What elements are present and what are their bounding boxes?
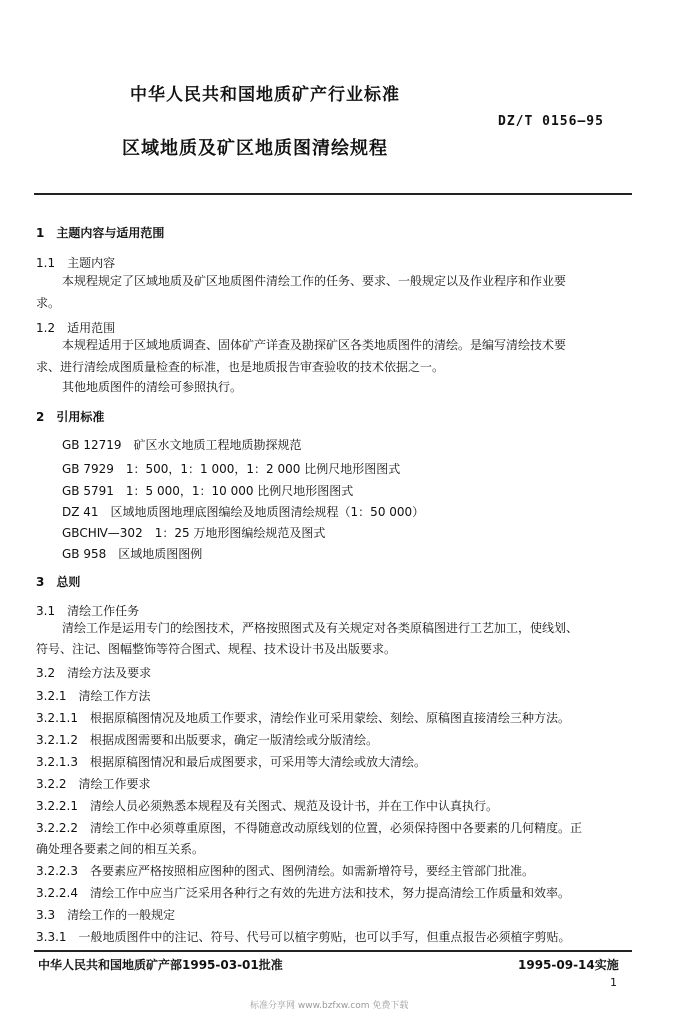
paragraph-3-2-1-1: 3.2.1.1 根据原稿图情况及地质工作要求，清绘作业可采用蒙绘、刻绘、原稿图直接清绘三种方法。	[36, 711, 570, 725]
reference-item: DZ 41 区域地质图地理底图编绘及地质图清绘规程（1：50 000）	[62, 505, 425, 519]
approval-line: 中华人民共和国地质矿产部1995-03-01批准	[38, 958, 283, 972]
standard-code: DZ/T 0156—95	[498, 114, 604, 129]
paragraph-3-3-1: 3.3.1 一般地质图件中的注记、符号、代号可以植字剪贴，也可以手写，但重点报告必须植字剪贴。	[36, 930, 571, 944]
reference-item: GBCHⅣ—302 1：25 万地形图编绘规范及图式	[62, 526, 326, 540]
header-divider	[34, 193, 632, 195]
paragraph-3-2-2-1: 3.2.2.1 清绘人员必须熟悉本规程及有关图式、规范及设计书，并在工作中认真执行。	[36, 799, 498, 813]
site-watermark: 标准分享网 www.bzfxw.com 免费下载	[250, 1001, 409, 1011]
section-3-2-heading: 3.2 清绘方法及要求	[36, 666, 152, 680]
section-1-2-heading: 1.2 适用范围	[36, 321, 116, 335]
paragraph-3-1-line-1: 清绘工作是运用专门的绘图技术，严格按照图式及有关规定对各类原稿图进行工艺加工，使线划、	[62, 621, 579, 635]
paragraph-3-2-1-2: 3.2.1.2 根据成图需要和出版要求，确定一版清绘或分版清绘。	[36, 733, 378, 747]
paragraph-3-2-1-3: 3.2.1.3 根据原稿图情况和最后成图要求，可采用等大清绘或放大清绘。	[36, 755, 426, 769]
reference-item: GB 7929 1：500，1：1 000，1：2 000 比例尺地形图图式	[62, 462, 401, 476]
section-3-2-1-heading: 3.2.1 清绘工作方法	[36, 689, 151, 703]
paragraph-3-2-2-4: 3.2.2.4 清绘工作中应当广泛采用各种行之有效的先进方法和技术，努力提高清绘工作质量和效率。	[36, 886, 570, 900]
paragraph-3-1-line-2: 符号、注记、图幅整饰等符合图式、规程、技术设计书及出版要求。	[36, 642, 397, 656]
paragraph-1-2-line-1: 本规程适用于区域地质调查、固体矿产详查及勘探矿区各类地质图件的清绘。是编写清绘技术要	[62, 338, 567, 352]
reference-item: GB 12719 矿区水文地质工程地质勘探规范	[62, 438, 302, 452]
section-2-heading: 2 引用标准	[36, 410, 105, 424]
paragraph-1-2-line-3: 其他地质图件的清绘可参照执行。	[62, 380, 243, 394]
industry-standard-heading: 中华人民共和国地质矿产行业标准	[130, 85, 400, 105]
document-title: 区域地质及矿区地质图清绘规程	[122, 138, 388, 159]
paragraph-3-2-2-2-line-1: 3.2.2.2 清绘工作中必须尊重原图，不得随意改动原线划的位置，必须保持图中各要素的几何精度。正	[36, 821, 582, 835]
reference-item: GB 5791 1：5 000，1：10 000 比例尺地形图图式	[62, 484, 354, 498]
section-1-1-heading: 1.1 主题内容	[36, 256, 116, 270]
paragraph-1-1-line-1: 本规程规定了区域地质及矿区地质图件清绘工作的任务、要求、一般规定以及作业程序和作业要	[62, 274, 567, 288]
paragraph-3-2-2-2-line-2: 确处理各要素之间的相互关系。	[36, 842, 205, 856]
reference-item: GB 958 区域地质图图例	[62, 547, 203, 561]
section-3-3-heading: 3.3 清绘工作的一般规定	[36, 908, 176, 922]
section-3-heading: 3 总则	[36, 575, 81, 589]
section-3-1-heading: 3.1 清绘工作任务	[36, 604, 140, 618]
paragraph-1-2-line-2: 求、进行清绘成图质量检查的标准，也是地质报告审查验收的技术依据之一。	[36, 360, 445, 374]
paragraph-3-2-2-3: 3.2.2.3 各要素应严格按照相应图种的图式、图例清绘。如需新增符号，要经主管部门批准。	[36, 864, 534, 878]
page-number: 1	[610, 976, 617, 989]
section-1-heading: 1 主题内容与适用范围	[36, 226, 165, 240]
section-3-2-2-heading: 3.2.2 清绘工作要求	[36, 777, 151, 791]
footer-divider	[34, 950, 632, 952]
implementation-date: 1995-09-14实施	[518, 958, 619, 972]
paragraph-1-1-line-2: 求。	[36, 296, 61, 310]
